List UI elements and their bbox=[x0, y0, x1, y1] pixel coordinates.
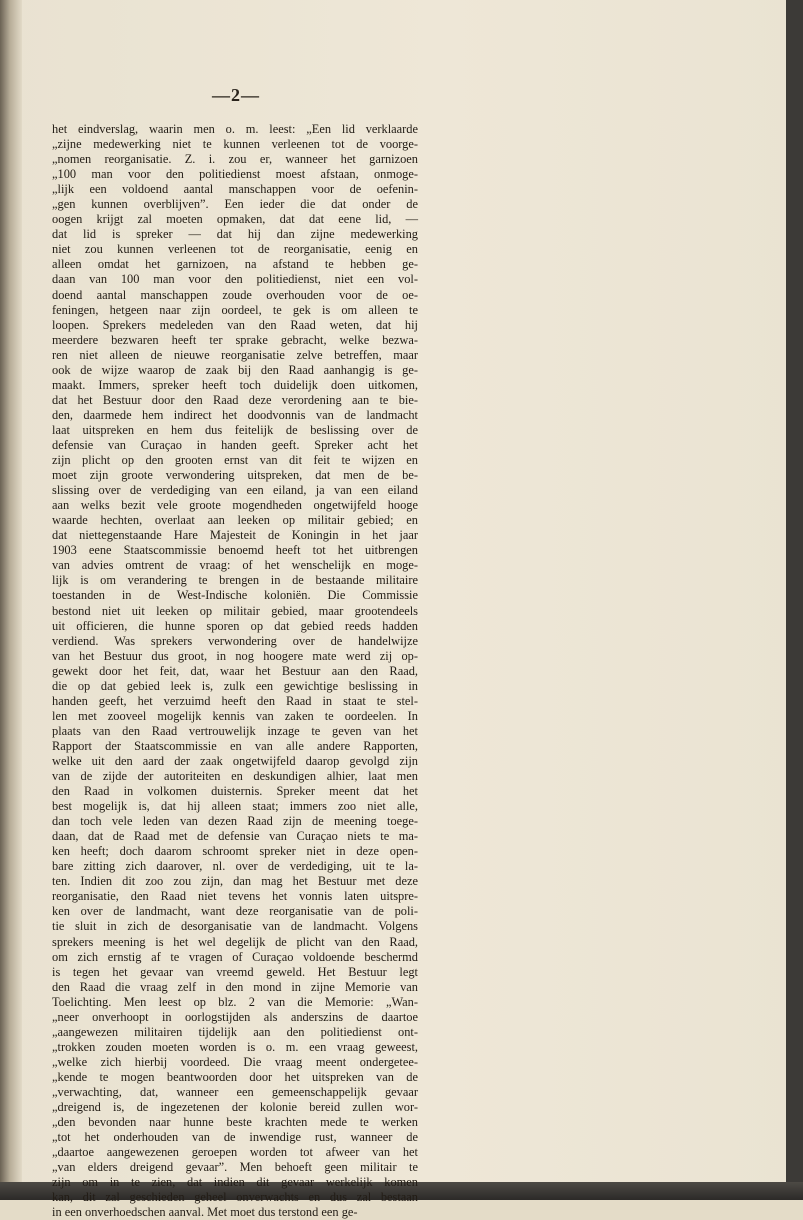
text-line: „trokken zouden moeten worden is o. m. een vraag geweest, bbox=[52, 1039, 418, 1054]
text-line: om zich ernstig af te vragen of Curaçao voldoende beschermd bbox=[52, 949, 418, 964]
text-line: welke uit den aard der zaak ongetwijfeld daarop gevolgd zijn bbox=[52, 753, 418, 768]
scan-border-right bbox=[786, 0, 803, 1200]
book-spine-edge bbox=[0, 0, 22, 1200]
text-line: „dreigend is, de ingezetenen der kolonie bereid zullen wor- bbox=[52, 1100, 418, 1115]
text-line: waarde hechten, overlaat aan leeken op militair gebied; en bbox=[52, 513, 418, 528]
text-line: reorganisatie, den Raad niet tevens het vonnis laten uitspre- bbox=[52, 889, 418, 904]
text-line: feningen, hetgeen naar zijn oordeel, te gek is om alleen te bbox=[52, 302, 418, 317]
text-line: bare zitting zich daarover, nl. over de verdediging, uit te la- bbox=[52, 859, 418, 874]
text-line: „van elders dreigend gevaar”. Men behoeft geen militair te bbox=[52, 1160, 418, 1175]
text-line: Toelichting. Men leest op blz. 2 van die Memorie: „Wan- bbox=[52, 994, 418, 1009]
text-line: ren niet alleen de nieuwe reorganisatie zelve betreffen, maar bbox=[52, 347, 418, 362]
text-line: ken heeft; doch daarom schroomt spreker niet in deze open- bbox=[52, 844, 418, 859]
text-line: defensie van Curaçao in handen geeft. Spreker acht het bbox=[52, 437, 418, 452]
text-line: van het Bestuur dus groot, in nog hoogere mate werd zij op- bbox=[52, 648, 418, 663]
text-line: „verwachting, dat, wanneer een gemeenschappelijk gevaar bbox=[52, 1085, 418, 1099]
text-line: lijk is om verandering te brengen in de bestaande militaire bbox=[52, 573, 418, 588]
text-line: daan, dat de Raad met de defensie van Curaçao niets te ma- bbox=[52, 829, 418, 844]
text-line: „den bevonden naar hunne beste krachten mede te werken bbox=[52, 1115, 418, 1130]
text-line: len met zooveel mogelijk kennis van zaken te oordeelen. In bbox=[52, 708, 418, 723]
text-line: slissing over de verdediging van een eiland, ja van een eiland bbox=[52, 483, 418, 498]
text-line: daan van 100 man voor den politiedienst, niet een vol- bbox=[52, 272, 418, 287]
text-line: „welke zich hierbij voordeed. Die vraag meent ondergetee- bbox=[52, 1054, 418, 1069]
text-line: „neer onverhoopt in oorlogstijden als anderszins de daartoe bbox=[52, 1009, 418, 1024]
text-line: „aangewezen militairen tijdelijk aan den politiedienst ont- bbox=[52, 1024, 418, 1039]
text-line: zijn plicht op den grooten ernst van dit feit te wijzen en bbox=[52, 453, 418, 468]
text-line: ten. Indien dit zoo zou zijn, dan mag het Bestuur met deze bbox=[52, 874, 418, 889]
text-line: Rapport der Staatscommissie en van alle andere Rapporten, bbox=[52, 738, 418, 753]
text-line: ook de wijze waarop de zaak bij den Raad aanhangig is ge- bbox=[52, 362, 418, 377]
text-line: ken over de landmacht, want deze reorganisatie van de poli- bbox=[52, 904, 418, 919]
text-line: aan welks bezit vele groote mogendheden ongetwijfeld hooge bbox=[52, 498, 418, 513]
text-line: tie sluit in zich de desorganisatie van de landmacht. Volgens bbox=[52, 919, 418, 934]
text-line: „nomen reorganisatie. Z. i. zou er, wanneer het garnizoen bbox=[52, 152, 418, 167]
text-line: sprekers meening is het wel degelijk de plicht van den Raad, bbox=[52, 934, 418, 949]
text-line: doend aantal manschappen zoude overhouden voor de oe- bbox=[52, 287, 418, 302]
text-line: „tot het onderhouden van de inwendige rust, wanneer de bbox=[52, 1130, 418, 1145]
text-line: die op dat gebied leek is, zulk een gewichtige beslissing in bbox=[52, 678, 418, 693]
text-line: handen geeft, het verzuimd heeft den Raad in staat te stel- bbox=[52, 693, 418, 708]
text-line: in een onverhoedschen aanval. Met moet dus terstond een ge- bbox=[52, 1205, 358, 1220]
text-line: den, daarmede hem indirect het doodvonnis van de landmacht bbox=[52, 407, 418, 422]
text-line: 1903 eene Staatscommissie benoemd heeft tot het uitbrengen bbox=[52, 543, 418, 558]
text-line: alleen omdat het garnizoen, na afstand te hebben ge- bbox=[52, 257, 418, 272]
text-line: van advies omtrent de vraag: of het wenschelijk en moge- bbox=[52, 558, 418, 573]
text-line: „100 man voor den politiedienst moest afstaan, onmoge- bbox=[52, 167, 418, 182]
text-line: laat uitspreken en hem dus feitelijk de beslissing over de bbox=[52, 422, 418, 437]
text-line: plaats van den Raad vertrouwelijk inzage te geven van het bbox=[52, 723, 418, 738]
text-line: den Raad die vraag zelf in den mond in zijne Memorie van bbox=[52, 979, 418, 994]
text-line: den Raad in volkomen duisternis. Spreker meent dat het bbox=[52, 784, 418, 799]
page-number: —2— bbox=[212, 85, 260, 105]
text-line: loopen. Sprekers medeleden van den Raad weten, dat hij bbox=[52, 317, 418, 332]
text-line: niet zou kunnen verleenen tot de reorganisatie, eenig en bbox=[52, 242, 418, 257]
text-line: is tegen het gevaar van vreemd geweld. Het Bestuur legt bbox=[52, 964, 418, 979]
text-line: kan, dit zal geschieden geheel onverwachts en dus zal bestaan bbox=[52, 1190, 418, 1205]
text-line: toestanden in de West-Indische koloniën. Die Commissie bbox=[52, 588, 418, 603]
text-line: „kende te mogen beantwoorden door het uitspreken van de bbox=[52, 1069, 418, 1084]
text-line: dat lid is spreker — dat hij dan zijne medewerking bbox=[52, 227, 418, 242]
text-line: oogen krijgt zal moeten opmaken, dat dat eene lid, — bbox=[52, 212, 418, 227]
text-line: zijn om in te zien, dat indien dit gevaar werkelijk komen bbox=[52, 1175, 418, 1190]
body-text bbox=[52, 122, 418, 1220]
text-line: verdiend. Was sprekers verwondering over de handelwijze bbox=[52, 633, 418, 648]
text-line: maakt. Immers, spreker heeft toch duidelijk doen uitkomen, bbox=[52, 377, 418, 392]
text-line: „gen kunnen overblijven”. Een ieder die dat onder de bbox=[52, 197, 418, 212]
text-line: dan toch vele leden van dezen Raad zijn de meening toege- bbox=[52, 814, 418, 829]
text-line: „lijk een voldoend aantal manschappen voor de oefenin- bbox=[52, 182, 418, 197]
text-line: meerdere bezwaren heeft ter sprake gebracht, welke bezwa- bbox=[52, 332, 418, 347]
text-line: best mogelijk is, dat hij alleen staat; immers zoo niet alle, bbox=[52, 799, 418, 814]
text-line: moet zijn groote verwondering uitspreken, dat men de be- bbox=[52, 468, 418, 483]
text-line: bestond niet uit leeken op militair gebied, maar grootendeels bbox=[52, 603, 418, 618]
text-line: dat niettegenstaande Hare Majesteit de Koningin in het jaar bbox=[52, 528, 418, 543]
text-line: dat het Bestuur door den Raad deze verordening aan te bie- bbox=[52, 392, 418, 407]
text-line: „zijne medewerking niet te kunnen verleenen tot de voorge- bbox=[52, 137, 418, 152]
text-line: uit officieren, die hunne sporen op dat gebied reeds hadden bbox=[52, 618, 418, 633]
text-line: het eindverslag, waarin men o. m. leest: „Een lid verklaarde bbox=[52, 122, 418, 136]
text-line: van de zijde der autoriteiten en deskundigen alhier, laat men bbox=[52, 769, 418, 784]
text-line: gewekt door het feit, dat, waar het Bestuur aan den Raad, bbox=[52, 663, 418, 678]
text-line: „daartoe aangewezenen geroepen worden tot afweer van het bbox=[52, 1145, 418, 1160]
